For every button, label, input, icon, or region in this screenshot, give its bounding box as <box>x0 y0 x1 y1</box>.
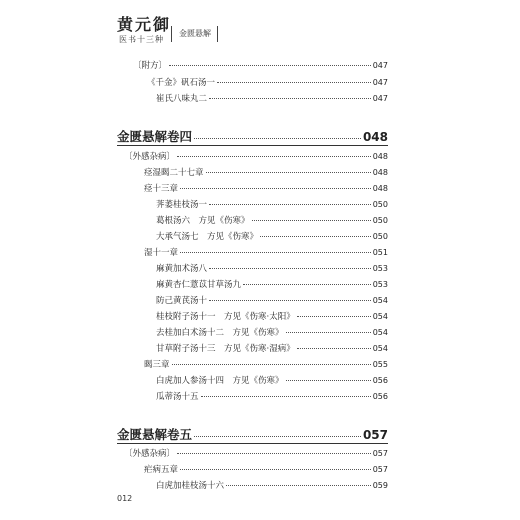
toc-chapter-row[interactable] <box>117 127 388 145</box>
chapter-title: 金匮悬解卷四 <box>117 129 193 144</box>
running-head: 金匮悬解 <box>179 29 211 38</box>
dot-leader <box>209 204 371 205</box>
toc-label: 崔氏八味丸二 <box>156 94 208 104</box>
toc-row-18[interactable] <box>156 374 388 386</box>
toc-page: 048 <box>372 152 388 161</box>
toc-row-4[interactable] <box>124 150 388 162</box>
toc-label: 痉湿暍二十七章 <box>144 168 204 178</box>
dot-leader <box>180 252 371 253</box>
toc-label: 湿十一章 <box>144 248 179 258</box>
dot-leader <box>226 485 371 486</box>
toc-row-8[interactable] <box>156 214 388 226</box>
toc-label: 白虎加桂枝汤十六 <box>156 481 225 491</box>
toc-row-10[interactable] <box>144 246 388 258</box>
toc-label: 痉十三章 <box>144 184 179 194</box>
toc-page: 056 <box>372 392 388 401</box>
toc-row-15[interactable] <box>156 326 388 338</box>
toc-chapter-row[interactable] <box>117 425 388 443</box>
toc-page: 053 <box>372 264 388 273</box>
toc-row-11[interactable] <box>156 262 388 274</box>
toc-row-16[interactable] <box>156 342 388 354</box>
toc-label: 麻黄加术汤八 <box>156 264 208 274</box>
toc-row-22[interactable] <box>144 463 388 475</box>
logo-title: 黄元御 <box>117 15 172 34</box>
dot-leader <box>209 300 371 301</box>
dot-leader <box>209 98 371 99</box>
dot-leader <box>180 469 371 470</box>
toc-label: 〔外感杂病〕 <box>124 449 176 459</box>
toc-label: 桂枝附子汤十一 方见《伤寒·太阳》 <box>156 312 295 322</box>
toc-label: 去桂加白术汤十二 方见《伤寒》 <box>156 328 284 338</box>
dot-leader <box>260 236 371 237</box>
toc-row-5[interactable] <box>144 166 388 178</box>
toc-row-2[interactable] <box>156 92 388 104</box>
dot-leader <box>177 453 371 454</box>
toc-page: 059 <box>372 481 388 490</box>
toc-page: 053 <box>372 280 388 289</box>
toc-row-0[interactable] <box>133 59 388 71</box>
toc-page: 047 <box>372 78 388 87</box>
toc-label: 白虎加人参汤十四 方见《伤寒》 <box>156 376 284 386</box>
toc-row-17[interactable] <box>144 358 388 370</box>
chapter-page: 048 <box>362 130 388 144</box>
toc-label: 〔附方〕 <box>133 61 168 71</box>
dot-leader <box>217 82 371 83</box>
toc-page: 050 <box>372 232 388 241</box>
dot-leader <box>252 220 371 221</box>
toc-label: 疟病五章 <box>144 465 179 475</box>
dot-leader <box>177 156 371 157</box>
dot-leader <box>206 172 371 173</box>
chapter-page: 057 <box>362 428 388 442</box>
toc-page: 047 <box>372 94 388 103</box>
dot-leader <box>201 396 371 397</box>
toc-row-12[interactable] <box>156 278 388 290</box>
toc-label: 〔外感杂病〕 <box>124 152 176 162</box>
toc-row-1[interactable] <box>147 76 388 88</box>
toc-row-14[interactable] <box>156 310 388 322</box>
toc-page: 050 <box>372 200 388 209</box>
chapter-rule <box>117 443 388 444</box>
toc-row-9[interactable] <box>156 230 388 242</box>
toc-page: 047 <box>372 61 388 70</box>
dot-leader <box>297 348 371 349</box>
toc-row-13[interactable] <box>156 294 388 306</box>
toc-label: 葛根汤六 方见《伤寒》 <box>156 216 250 226</box>
page-number: 012 <box>117 494 133 503</box>
dot-leader <box>194 436 361 437</box>
dot-leader <box>172 364 371 365</box>
toc-page: 054 <box>372 296 388 305</box>
toc-page: 057 <box>372 449 388 458</box>
dot-leader <box>286 380 371 381</box>
dot-leader <box>297 316 371 317</box>
dot-leader <box>194 138 361 139</box>
toc-label: 瓜蒂汤十五 <box>156 392 199 402</box>
toc-row-23[interactable] <box>156 479 388 491</box>
toc-label: 《千金》矾石汤一 <box>147 78 216 88</box>
toc-row-21[interactable] <box>124 447 388 459</box>
dot-leader <box>169 65 371 66</box>
dot-leader <box>243 284 371 285</box>
toc-page: 048 <box>372 184 388 193</box>
chapter-title: 金匮悬解卷五 <box>117 427 193 442</box>
dot-leader <box>180 188 371 189</box>
toc-label: 荠萎桂枝汤一 <box>156 200 208 210</box>
toc-page: 054 <box>372 312 388 321</box>
toc-label: 麻黄杏仁薏苡甘草汤九 <box>156 280 242 290</box>
logo-subtitle: 医书十三种 <box>119 35 164 44</box>
toc-label: 大承气汤七 方见《伤寒》 <box>156 232 259 242</box>
toc-page: 056 <box>372 376 388 385</box>
toc-row-19[interactable] <box>156 390 388 402</box>
toc-page: 054 <box>372 328 388 337</box>
toc-row-7[interactable] <box>156 198 388 210</box>
chapter-rule <box>117 145 388 146</box>
toc-label: 甘草附子汤十三 方见《伤寒·湿病》 <box>156 344 295 354</box>
dot-leader <box>286 332 371 333</box>
toc-page: 057 <box>372 465 388 474</box>
dot-leader <box>209 268 371 269</box>
toc-page: 051 <box>372 248 388 257</box>
toc-page: 050 <box>372 216 388 225</box>
toc-label: 防己黄芪汤十 <box>156 296 208 306</box>
toc-row-6[interactable] <box>144 182 388 194</box>
toc-page: 048 <box>372 168 388 177</box>
toc-page: 054 <box>372 344 388 353</box>
toc-page: 055 <box>372 360 388 369</box>
toc-label: 暍三章 <box>144 360 170 370</box>
